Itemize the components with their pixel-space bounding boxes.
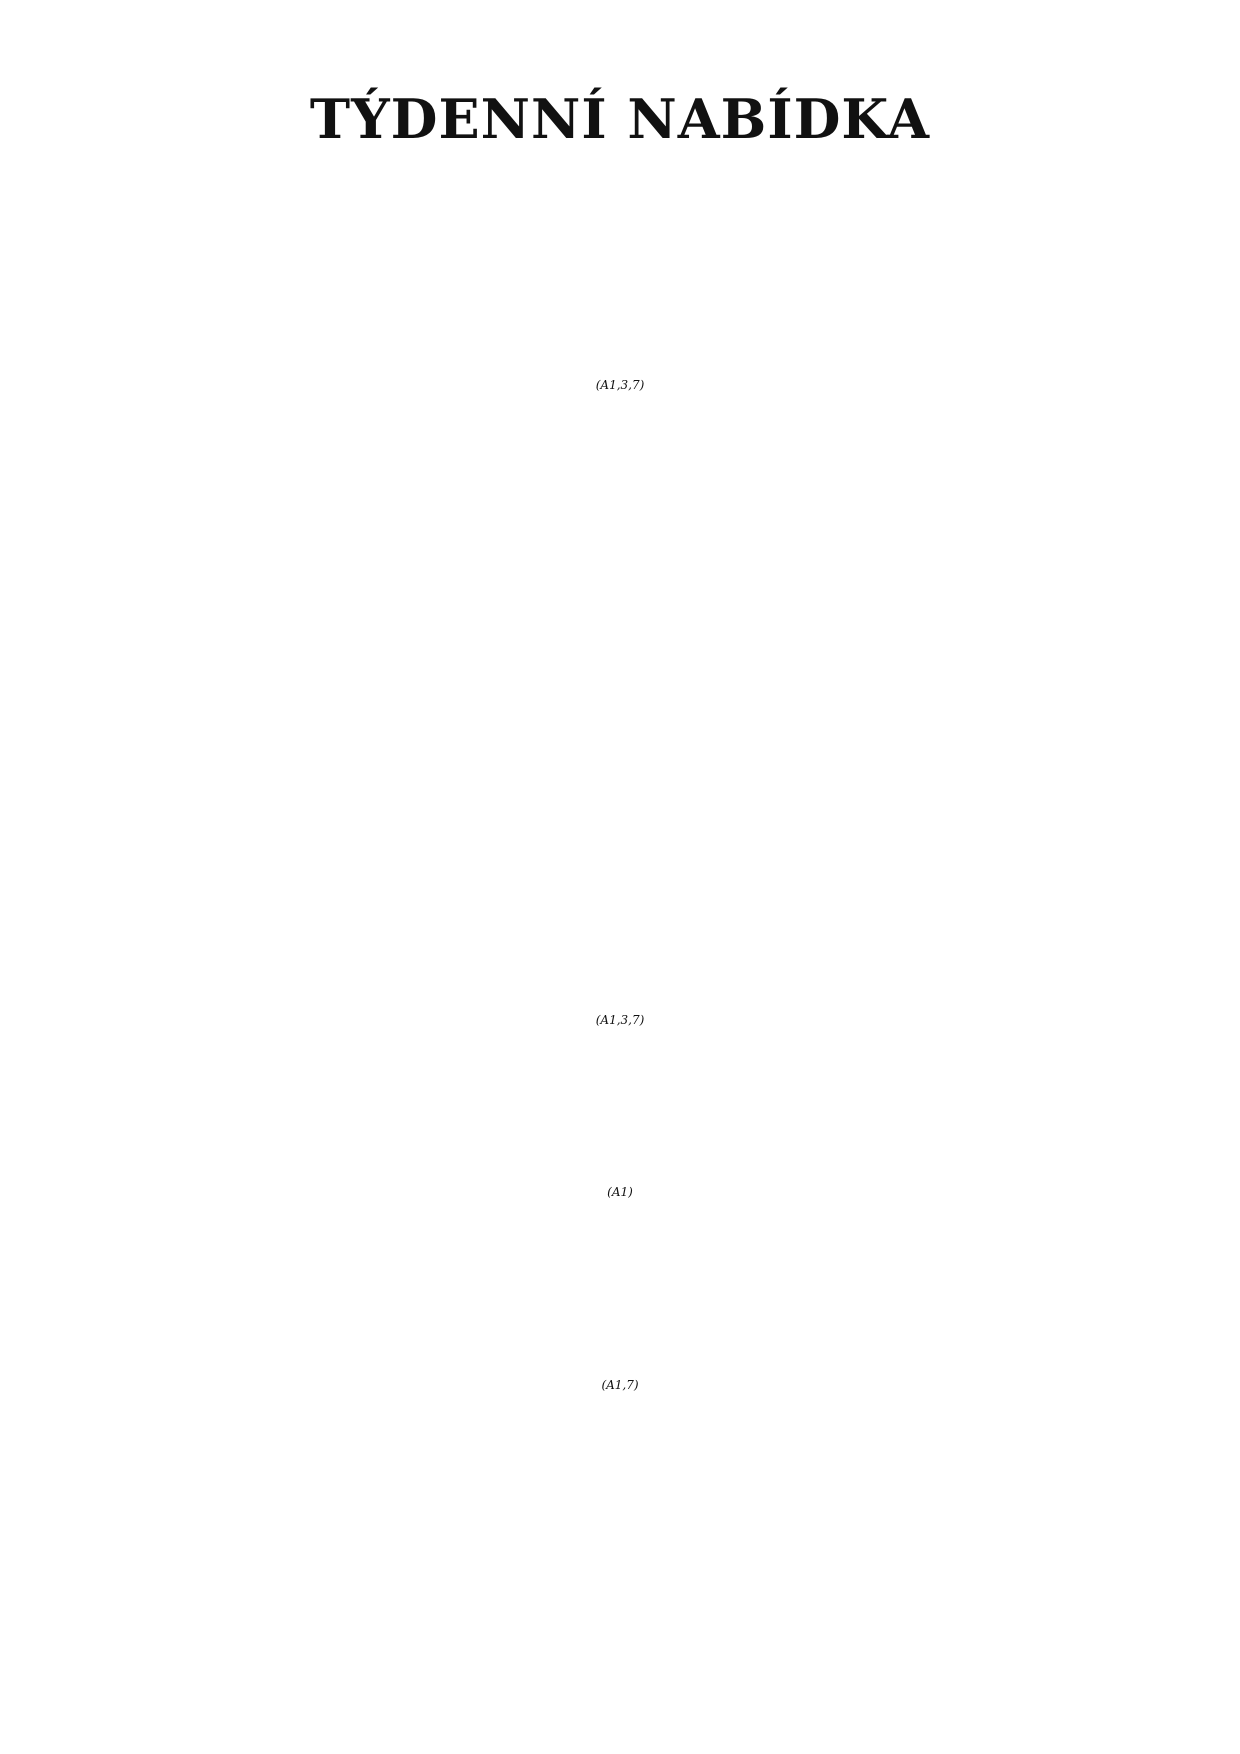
tortilla-allergens: (A1,3,7) xyxy=(595,1013,645,1027)
chicken-allergens: (A1) xyxy=(607,1185,633,1199)
page-title: TÝDENNÍ NABÍDKA xyxy=(309,87,931,151)
pork-name-line xyxy=(0,1379,1240,1391)
tortilla-name-line2 xyxy=(0,1014,1240,1026)
pork-allergens: (A1,7) xyxy=(601,1378,639,1392)
burger-allergens: (A1,3,7) xyxy=(595,378,645,392)
burger-name-line2 xyxy=(0,379,1240,391)
chicken-name-line xyxy=(0,1186,1240,1198)
